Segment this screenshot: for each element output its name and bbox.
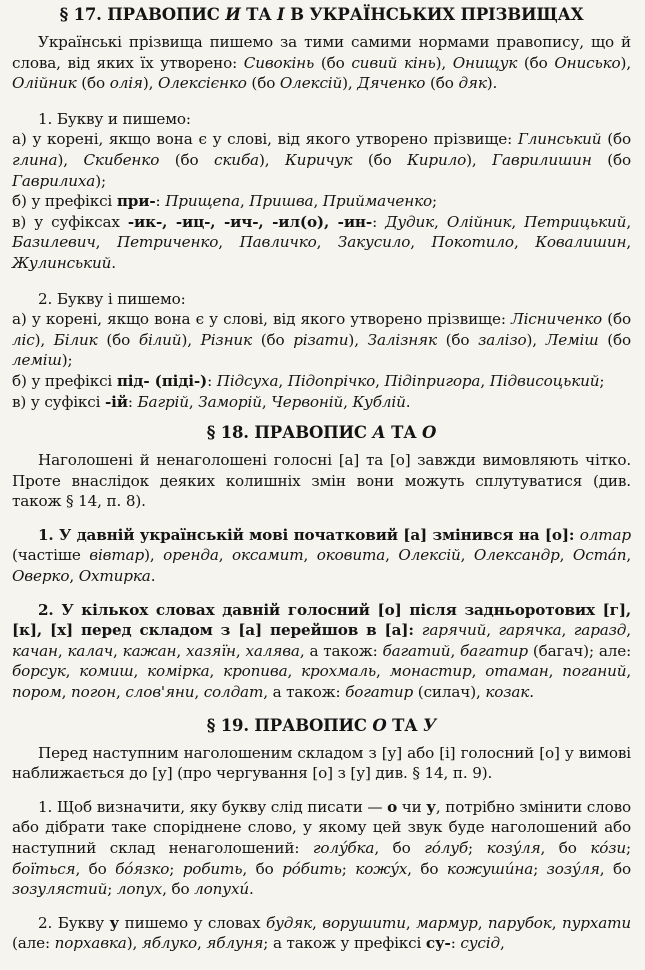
text-run: ); — [61, 351, 73, 370]
example-word: комиш — [79, 662, 134, 681]
text-run: (бо — [425, 74, 459, 93]
example-word: пором — [12, 683, 62, 702]
text-run: , бо — [75, 859, 116, 878]
title-part: ТА — [240, 5, 278, 24]
example-word: Олійник — [446, 212, 512, 231]
text-run: , — [218, 233, 240, 252]
text-run: , — [303, 546, 317, 565]
rule-2-a — [12, 309, 631, 371]
title-letter: І — [277, 5, 285, 24]
text-run: , — [261, 392, 272, 411]
text-run: ), — [435, 53, 453, 72]
text-run: 1. Букву и пишемо: — [38, 109, 191, 128]
text-run: , — [278, 371, 288, 390]
text-run: , — [209, 662, 224, 681]
example-word: качан — [12, 641, 58, 660]
emphasis-text: 1. У давній українській мові початковий [а] змінився на [о]: — [38, 525, 580, 544]
example-word: Дудик — [385, 212, 435, 231]
example-word: кожушúна — [446, 859, 534, 878]
title-letter: О — [372, 715, 387, 735]
text-run: (бо — [314, 53, 352, 72]
title-part: § 19. ПРАВОПИС — [206, 715, 373, 735]
text-run: , — [626, 662, 632, 681]
text-run: , — [626, 546, 632, 565]
text-run: (бо — [517, 53, 555, 72]
text-run: , — [559, 546, 573, 565]
text-run: ), — [126, 934, 142, 953]
example-word: Прищепа — [165, 192, 240, 211]
example-word: багатий — [382, 641, 451, 660]
emphasis-text: у — [109, 913, 120, 932]
example-word: Глинський — [517, 130, 602, 149]
example-word: Приймаченко — [322, 192, 432, 211]
text-run: : — [207, 371, 217, 390]
text-run: . — [111, 253, 116, 272]
text-run: , — [513, 233, 536, 252]
section-17-title — [12, 4, 631, 26]
example-word: Скибенко — [83, 150, 160, 169]
rule-1-b — [12, 191, 631, 212]
text-run: ; — [599, 371, 605, 390]
example-word: леміш — [12, 351, 62, 370]
section-18-rule-1 — [12, 525, 631, 587]
example-word: Онисько — [554, 53, 621, 72]
example-word: Гаврилишин — [492, 150, 592, 169]
text-run: а) у корені, якщо вона є у слові, від якого утворено прізвище: — [12, 310, 512, 329]
example-word: оксамит — [232, 546, 304, 565]
example-word: Гаврилиха — [12, 171, 96, 190]
emphasis-text: су- — [425, 934, 451, 953]
example-word: яблуня — [206, 934, 264, 953]
example-word: бóязко — [115, 859, 170, 878]
text-run: , — [551, 913, 562, 932]
example-word: білий — [138, 330, 182, 349]
text-run: 2. Букву — [38, 913, 110, 932]
text-run: , — [626, 212, 631, 231]
text-run: (силач), — [413, 683, 486, 702]
text-run: , — [548, 662, 563, 681]
example-word: Закусило — [337, 233, 411, 252]
text-run: . — [150, 567, 156, 586]
text-run: (бо — [352, 150, 408, 169]
example-word: комірка — [147, 662, 210, 681]
title-letter: О — [422, 423, 437, 443]
text-run: (частіше — [12, 546, 90, 565]
text-run: , — [385, 546, 399, 565]
text-run: . — [405, 392, 411, 411]
example-word: монастир — [389, 662, 472, 681]
example-word: дяк — [458, 74, 487, 93]
text-run: , — [239, 192, 250, 211]
title-part: § 18. ПРАВОПИС — [206, 423, 373, 443]
section-19-intro — [12, 743, 631, 784]
text-run: , — [95, 233, 117, 252]
title-part: ТА — [385, 423, 423, 443]
example-word: Підіпригора — [384, 371, 481, 390]
section-19 — [12, 715, 631, 954]
text-run: , бо — [162, 880, 195, 899]
text-run: , — [405, 913, 417, 932]
text-run: (бо — [251, 330, 294, 349]
example-word: Багрій — [137, 392, 189, 411]
example-word: Петриченко — [116, 233, 219, 252]
title-letter: И — [225, 5, 241, 24]
text-run: , — [196, 934, 207, 953]
example-word: Підсуха — [216, 371, 279, 390]
text-run: ), — [34, 330, 54, 349]
text-run: (бо — [591, 150, 631, 169]
section-18-intro — [12, 450, 631, 512]
text-run: 2. Букву і пишемо: — [38, 289, 186, 308]
text-run: Українські прізвища пишемо за тими самими нормами правопису, що й слова, від яких їх утворено: — [12, 33, 631, 72]
text-run: , — [499, 934, 505, 953]
example-word: порхавка — [54, 934, 127, 953]
example-word: Ковалишин — [535, 233, 627, 252]
example-word: гарячка — [498, 621, 562, 640]
text-run: , — [376, 662, 390, 681]
text-run: , бо — [407, 859, 447, 878]
example-word: парубок — [487, 913, 552, 932]
text-run: ), — [57, 150, 84, 169]
emphasis-text: у — [426, 797, 436, 816]
example-word: боїться — [12, 859, 76, 878]
text-run: , — [65, 662, 80, 681]
text-run: ; а також у префіксі — [263, 934, 426, 953]
emphasis-text: -ій — [105, 392, 128, 411]
text-run: , — [450, 641, 461, 660]
example-word: Кирило — [407, 150, 467, 169]
section-17-intro — [12, 32, 631, 94]
text-run: , — [69, 567, 79, 586]
text-run: , — [477, 913, 488, 932]
example-word: Онищук — [452, 53, 518, 72]
example-word: Олексій — [398, 546, 461, 565]
text-run: , — [133, 662, 148, 681]
text-run: ; — [626, 839, 631, 857]
text-run: : — [127, 392, 138, 411]
example-word: ліс — [12, 330, 35, 349]
text-run: , — [460, 546, 474, 565]
text-run: ), — [526, 330, 546, 349]
text-run: ), — [144, 546, 164, 565]
text-run: (багач); але: — [527, 641, 632, 660]
text-run: , бо — [374, 839, 425, 857]
rule-2-c — [12, 392, 631, 413]
example-word: Остáп — [572, 546, 627, 565]
title-part: § 17. ПРАВОПИС — [59, 5, 226, 24]
text-run: , — [434, 212, 447, 231]
example-word: Киричук — [284, 150, 353, 169]
text-run: , — [626, 233, 631, 252]
example-word: солдат — [203, 683, 264, 702]
example-word: Заморій — [198, 392, 262, 411]
example-word: Жулинський — [12, 253, 112, 272]
text-run: , бо — [599, 859, 631, 878]
section-18-rule-2 — [12, 600, 631, 703]
text-run: б) у префіксі — [12, 371, 117, 390]
example-word: мармур — [416, 913, 478, 932]
rule-1-a — [12, 129, 631, 191]
example-word: будяк — [265, 913, 313, 932]
text-run: (бо — [598, 330, 631, 349]
text-run: , — [471, 662, 486, 681]
example-word: яблуко — [141, 934, 197, 953]
text-run: ), — [181, 330, 201, 349]
example-word: кóзи — [590, 839, 627, 857]
text-run: , — [316, 233, 338, 252]
text-run: , — [113, 641, 123, 660]
example-word: вівтар — [89, 546, 145, 565]
text-run: , — [312, 913, 323, 932]
example-word: богатир — [345, 683, 414, 702]
example-word: погон — [71, 683, 116, 702]
title-part: В УКРАЇНСЬКИХ ПРІЗВИЩАХ — [284, 5, 584, 24]
example-word: Підопрічко — [287, 371, 376, 390]
example-word: калач — [67, 641, 114, 660]
text-run: , — [410, 233, 432, 252]
example-word: залізо — [478, 330, 527, 349]
text-run: ), — [142, 74, 158, 93]
emphasis-text: о — [387, 797, 398, 816]
title-part: ТА — [386, 715, 423, 735]
example-word: кожýх — [355, 859, 408, 878]
example-word: халява — [245, 641, 300, 660]
example-word: Павличко — [239, 233, 317, 252]
example-word: зозулястий — [12, 880, 108, 899]
text-run: ; — [468, 839, 487, 857]
example-word: лопухú — [194, 880, 249, 899]
text-run: , — [57, 641, 68, 660]
text-run: . — [249, 880, 254, 899]
example-word: сивий кінь — [351, 53, 436, 72]
example-word: Залізняк — [367, 330, 437, 349]
text-run: , бо — [242, 859, 283, 878]
text-run: , — [287, 662, 302, 681]
text-run: 1. Щоб визначити, яку букву слід писати — — [38, 797, 388, 816]
text-run: в) у суфіксах — [12, 212, 128, 231]
text-run: ), — [620, 53, 631, 72]
text-run: (бо — [76, 74, 110, 93]
example-word: Охтирка — [78, 567, 151, 586]
text-run: ), — [348, 330, 368, 349]
text-run: , а також: — [263, 683, 346, 702]
text-run: , — [61, 683, 71, 702]
text-run: ; — [431, 192, 437, 211]
example-word: поганий — [562, 662, 627, 681]
title-letter: У — [423, 715, 437, 735]
example-word: слов'яни — [125, 683, 195, 702]
text-run: , — [235, 641, 246, 660]
rule-2-heading — [12, 289, 631, 310]
text-run: (бо — [246, 74, 280, 93]
example-word: кропива — [223, 662, 288, 681]
example-word: Олександр — [473, 546, 560, 565]
text-run: (бо — [601, 130, 631, 149]
text-run: , — [375, 371, 385, 390]
text-run: пишемо у словах — [119, 913, 266, 932]
text-run: (бо — [159, 150, 215, 169]
example-word: робить — [182, 859, 243, 878]
text-run: ). — [486, 74, 498, 93]
text-run: ; — [107, 880, 117, 899]
example-word: голýбка — [312, 839, 375, 857]
text-run: , — [480, 371, 490, 390]
text-run: , — [188, 392, 199, 411]
text-run: , — [343, 392, 353, 411]
example-word: сусід — [460, 934, 500, 953]
text-run: , — [511, 212, 525, 231]
text-run: в) у суфіксі — [12, 392, 105, 411]
rule-2-b — [12, 371, 631, 392]
example-word: Сивокінь — [243, 53, 315, 72]
text-run: : — [450, 934, 461, 953]
text-run: ; — [169, 859, 183, 878]
example-word: гóлуб — [424, 839, 469, 857]
text-run: , — [176, 641, 186, 660]
text-run: , потрібно змінити слово або дібрати таке споріднене слово, у якому цей звук буде наголошений або наступний склад ненаголошений: — [12, 797, 631, 857]
example-word: козак — [485, 683, 530, 702]
example-word: рóбить — [282, 859, 342, 878]
example-word: Білик — [53, 330, 98, 349]
example-word: різати — [293, 330, 349, 349]
text-run: , — [218, 546, 232, 565]
section-18-title — [12, 422, 631, 444]
example-word: Петрицький — [524, 212, 627, 231]
rule-1-c — [12, 212, 631, 274]
example-word: Кублій — [352, 392, 406, 411]
example-word: скиба — [214, 150, 259, 169]
example-word: борсук — [12, 662, 66, 681]
emphasis-text: при- — [116, 192, 156, 211]
example-word: Лісниченко — [511, 310, 603, 329]
text-run: (бо — [602, 310, 631, 329]
example-word: Дяченко — [357, 74, 426, 93]
text-run: , — [561, 621, 574, 640]
example-word: гаразд — [573, 621, 627, 640]
emphasis-text: -ик-, -иц-, -ич-, -ил(о), -ин- — [127, 212, 373, 231]
example-word: лопух — [116, 880, 163, 899]
example-word: Підвисоцький — [489, 371, 600, 390]
example-word: козýля — [486, 839, 541, 857]
text-run: Наголошені й ненаголошені голосні [а] та [о] завжди вимовляють чітко. Проте внаслідок деяких колишніх змін вони можуть сплутуватися (див. також § 14, п. 8). — [12, 451, 631, 511]
text-run: ; — [341, 859, 356, 878]
text-run: , — [313, 192, 323, 211]
example-word: багатир — [460, 641, 528, 660]
text-run: (але: — [12, 934, 55, 953]
example-word: Червоній — [271, 392, 344, 411]
example-word: кажан — [122, 641, 177, 660]
example-word: Покотило — [431, 233, 514, 252]
example-word: Оверко — [12, 567, 70, 586]
example-word: Леміш — [545, 330, 599, 349]
text-run: (бо — [97, 330, 139, 349]
section-19-title — [12, 715, 631, 737]
example-word: ворушити — [322, 913, 406, 932]
example-word: крохмаль — [301, 662, 376, 681]
text-run: : — [155, 192, 166, 211]
emphasis-text: 2. У кількох словах давній голосний [о] після задньоротових [г], [к], [х] перед складом з [а] перейшов в [а]: — [12, 600, 631, 640]
example-word: оковита — [316, 546, 386, 565]
text-run: . — [529, 683, 534, 702]
example-word: зозýля — [546, 859, 600, 878]
example-word: Олійник — [12, 74, 77, 93]
example-word: Різник — [200, 330, 252, 349]
text-run: , — [486, 621, 499, 640]
section-19-rule-2 — [12, 913, 631, 954]
example-word: хазяїн — [185, 641, 236, 660]
example-word: Базилевич — [12, 233, 96, 252]
text-run: ), — [466, 150, 493, 169]
text-run: ); — [95, 171, 106, 190]
text-run: , — [626, 621, 631, 640]
text-run: ), — [342, 74, 358, 93]
text-run: , а також: — [299, 641, 383, 660]
text-run: , — [194, 683, 204, 702]
text-run: чи — [397, 797, 427, 816]
text-run: (бо — [436, 330, 479, 349]
example-word: глина — [12, 150, 58, 169]
title-letter: А — [372, 423, 386, 443]
section-19-rule-1 — [12, 797, 631, 900]
text-run: , — [116, 683, 126, 702]
text-run: ; — [533, 859, 547, 878]
example-word: гарячий — [421, 621, 487, 640]
text-run: а) у корені, якщо вона є у слові, від якого утворено прізвище: — [12, 130, 518, 149]
text-run: Перед наступним наголошеним складом з [у] або [і] голосний [о] у вимові наближається до [у] (про чергування [о] з [у] див. § 14, п. 9). — [12, 743, 631, 783]
text-run: ), — [258, 150, 285, 169]
example-word: Пришва — [249, 192, 314, 211]
example-word: пурхати — [561, 913, 632, 932]
example-word: Олексієнко — [157, 74, 247, 93]
example-word: олтар — [579, 525, 631, 544]
text-run: , бо — [540, 839, 591, 857]
example-word: отаман — [485, 662, 549, 681]
example-word: Олексій — [279, 74, 343, 93]
emphasis-text: під- (піді-) — [116, 371, 208, 390]
section-17 — [12, 4, 631, 412]
text-run: : — [372, 212, 386, 231]
example-word: оренда — [163, 546, 219, 565]
example-word: олія — [109, 74, 143, 93]
text-run: б) у префіксі — [12, 192, 117, 211]
rule-1-heading — [12, 109, 631, 130]
section-18 — [12, 422, 631, 703]
